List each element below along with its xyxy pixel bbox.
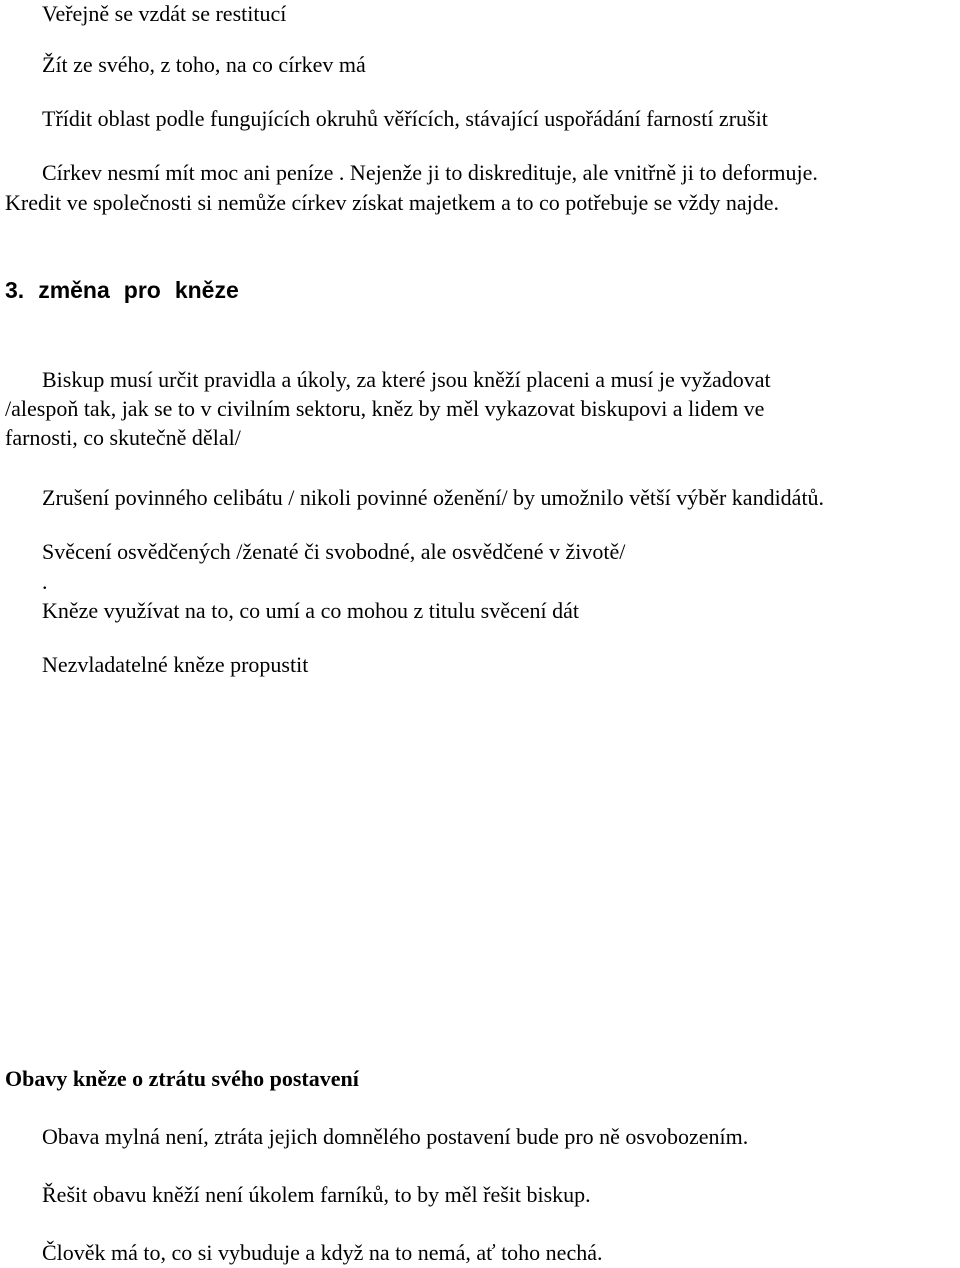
section-4-para-2: Řešit obavu kněží není úkolem farníků, to by měl řešit biskup. — [42, 1182, 591, 1207]
section-4-para-1: Obava mylná není, ztráta jejich domnělého postavení bude pro ně osvobozením. — [42, 1124, 749, 1149]
section-3-para-3: Svěcení osvědčených /ženaté či svobodné, ale osvědčené v životě/ — [42, 539, 626, 564]
section-3-para-2: Zrušení povinného celibátu / nikoli povinné oženění/ by umožnilo větší výběr kandidátů. — [42, 485, 825, 510]
section-3-dot: . — [42, 569, 48, 594]
intro-line-2: Žít ze svého, z toho, na co církev má — [42, 52, 366, 77]
section-3-para-1-line-2: /alespoň tak, jak se to v civilním sektoru, kněz by měl vykazovat biskupovi a lidem ve — [5, 396, 765, 421]
section-3-para-1-line-1: Biskup musí určit pravidla a úkoly, za které jsou kněží placeni a musí je vyžadovat — [42, 367, 771, 392]
section-3-word-1: změna — [38, 277, 110, 303]
intro-line-5: Kredit ve společnosti si nemůže církev získat majetkem a to co potřebuje se vždy najde. — [5, 190, 780, 215]
section-3-word-3: kněze — [174, 277, 239, 303]
section-3-para-4: Kněze využívat na to, co umí a co mohou z titulu svěcení dát — [42, 598, 580, 623]
section-3-para-5: Nezvladatelné kněze propustit — [42, 652, 309, 677]
section-4-para-3: Člověk má to, co si vybuduje a když na to nemá, ať toho nechá. — [42, 1240, 603, 1265]
section-3-heading — [5, 276, 239, 304]
section-4-heading: Obavy kněze o ztrátu svého postavení — [5, 1066, 359, 1091]
intro-line-1: Veřejně se vzdát se restitucí — [42, 1, 287, 26]
section-3-word-2: pro — [123, 277, 161, 303]
section-3-para-1-line-3: farnosti, co skutečně dělal/ — [5, 425, 241, 450]
section-3-number: 3. — [5, 277, 25, 303]
intro-line-4: Církev nesmí mít moc ani peníze . Nejenže ji to diskredituje, ale vnitřně ji to deformuje. — [42, 160, 818, 185]
intro-line-3: Třídit oblast podle fungujících okruhů věřících, stávající uspořádání farností zrušit — [42, 106, 768, 131]
